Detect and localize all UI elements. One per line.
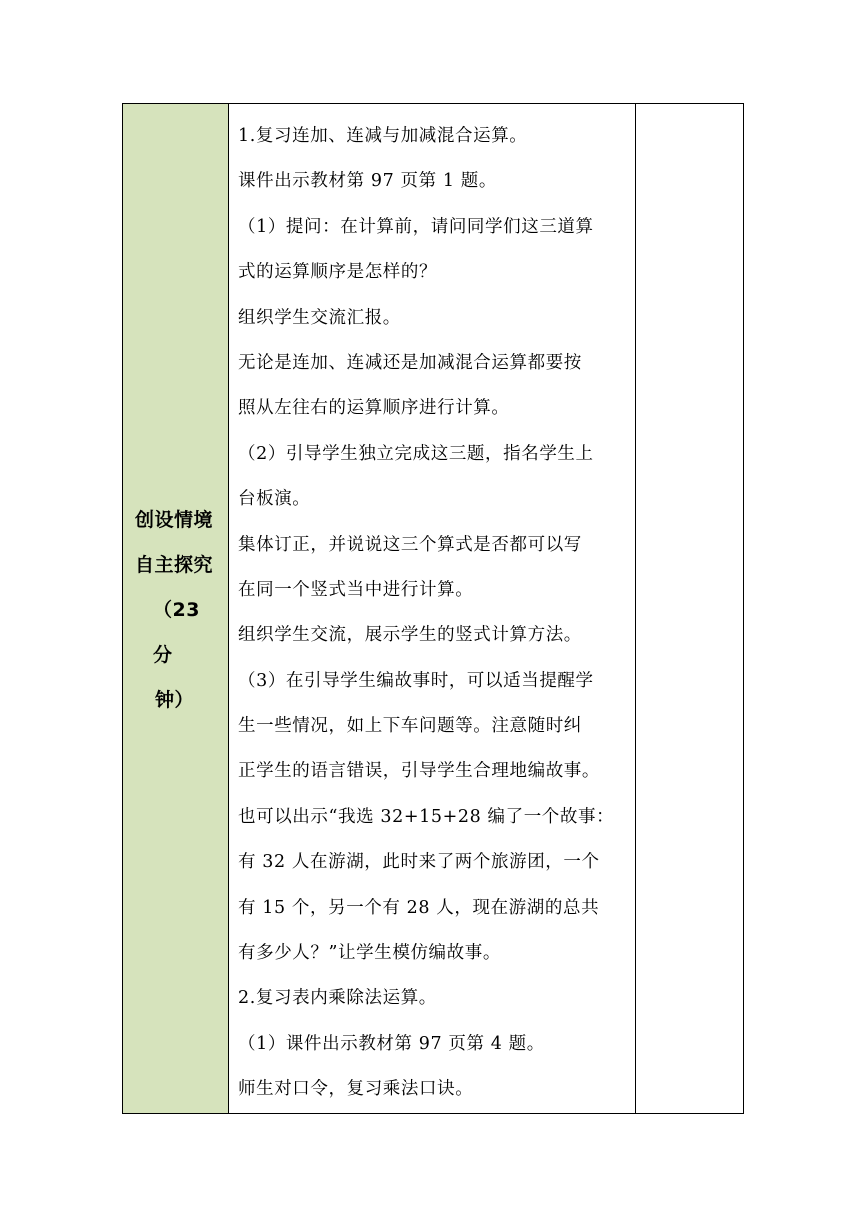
activity-line: 有 15 个，另一个有 28 人，现在游湖的总共: [238, 897, 600, 918]
activity-line: 生一些情况，如上下车问题等。注意随时纠: [238, 716, 582, 737]
stage-duration-line: 钟）: [155, 688, 195, 711]
activity-line: 正学生的语言错误，引导学生合理地编故事。: [238, 761, 600, 782]
activity-line: 照从左往右的运算顺序进行计算。: [238, 398, 510, 419]
activity-line: 组织学生交流汇报。: [238, 307, 401, 328]
activity-line: 式的运算顺序是怎样的？: [238, 262, 438, 283]
activity-line: （1）课件出示教材第 97 页第 4 题。: [238, 1033, 545, 1054]
notes-cell: [636, 104, 744, 1114]
activity-line: （3）在引导学生编故事时，可以适当提醒学: [238, 670, 594, 691]
activity-line: 台板演。: [238, 489, 311, 510]
activity-line: 组织学生交流，展示学生的竖式计算方法。: [238, 625, 582, 646]
activity-line: 2.复习表内乘除法运算。: [238, 988, 437, 1009]
activity-line: 无论是连加、连减还是加减混合运算都要按: [238, 352, 582, 373]
activity-line: 有 32 人在游湖，此时来了两个旅游团，一个: [238, 852, 600, 873]
activity-line: 师生对口令，复习乘法口诀。: [238, 1079, 474, 1100]
activity-line: 在同一个竖式当中进行计算。: [238, 579, 474, 600]
activity-line: 有多少人？”让学生模仿编故事。: [238, 943, 501, 964]
activity-text: [229, 104, 635, 1113]
stage-label: [123, 498, 228, 723]
activity-line: 集体订正，并说说这三个算式是否都可以写: [238, 534, 582, 555]
activity-line: 也可以出示“我选 32+15+28 编了一个故事：: [238, 806, 615, 827]
stage-duration-line: （23 分: [153, 598, 200, 666]
activity-cell: [229, 104, 636, 1114]
activity-line: 1.复习连加、连减与加减混合运算。: [238, 126, 528, 146]
activity-line: （1）提问：在计算前，请问同学们这三道算: [238, 216, 594, 237]
activity-line: （2）引导学生独立完成这三题，指名学生上: [238, 443, 594, 464]
stage-label-line: 自主探究: [135, 553, 214, 576]
stage-cell: [123, 104, 229, 1114]
activity-line: 课件出示教材第 97 页第 1 题。: [238, 171, 497, 192]
lesson-plan-table: [122, 103, 744, 1114]
stage-label-line: 创设情境: [135, 508, 214, 531]
table-row: [123, 104, 744, 1114]
